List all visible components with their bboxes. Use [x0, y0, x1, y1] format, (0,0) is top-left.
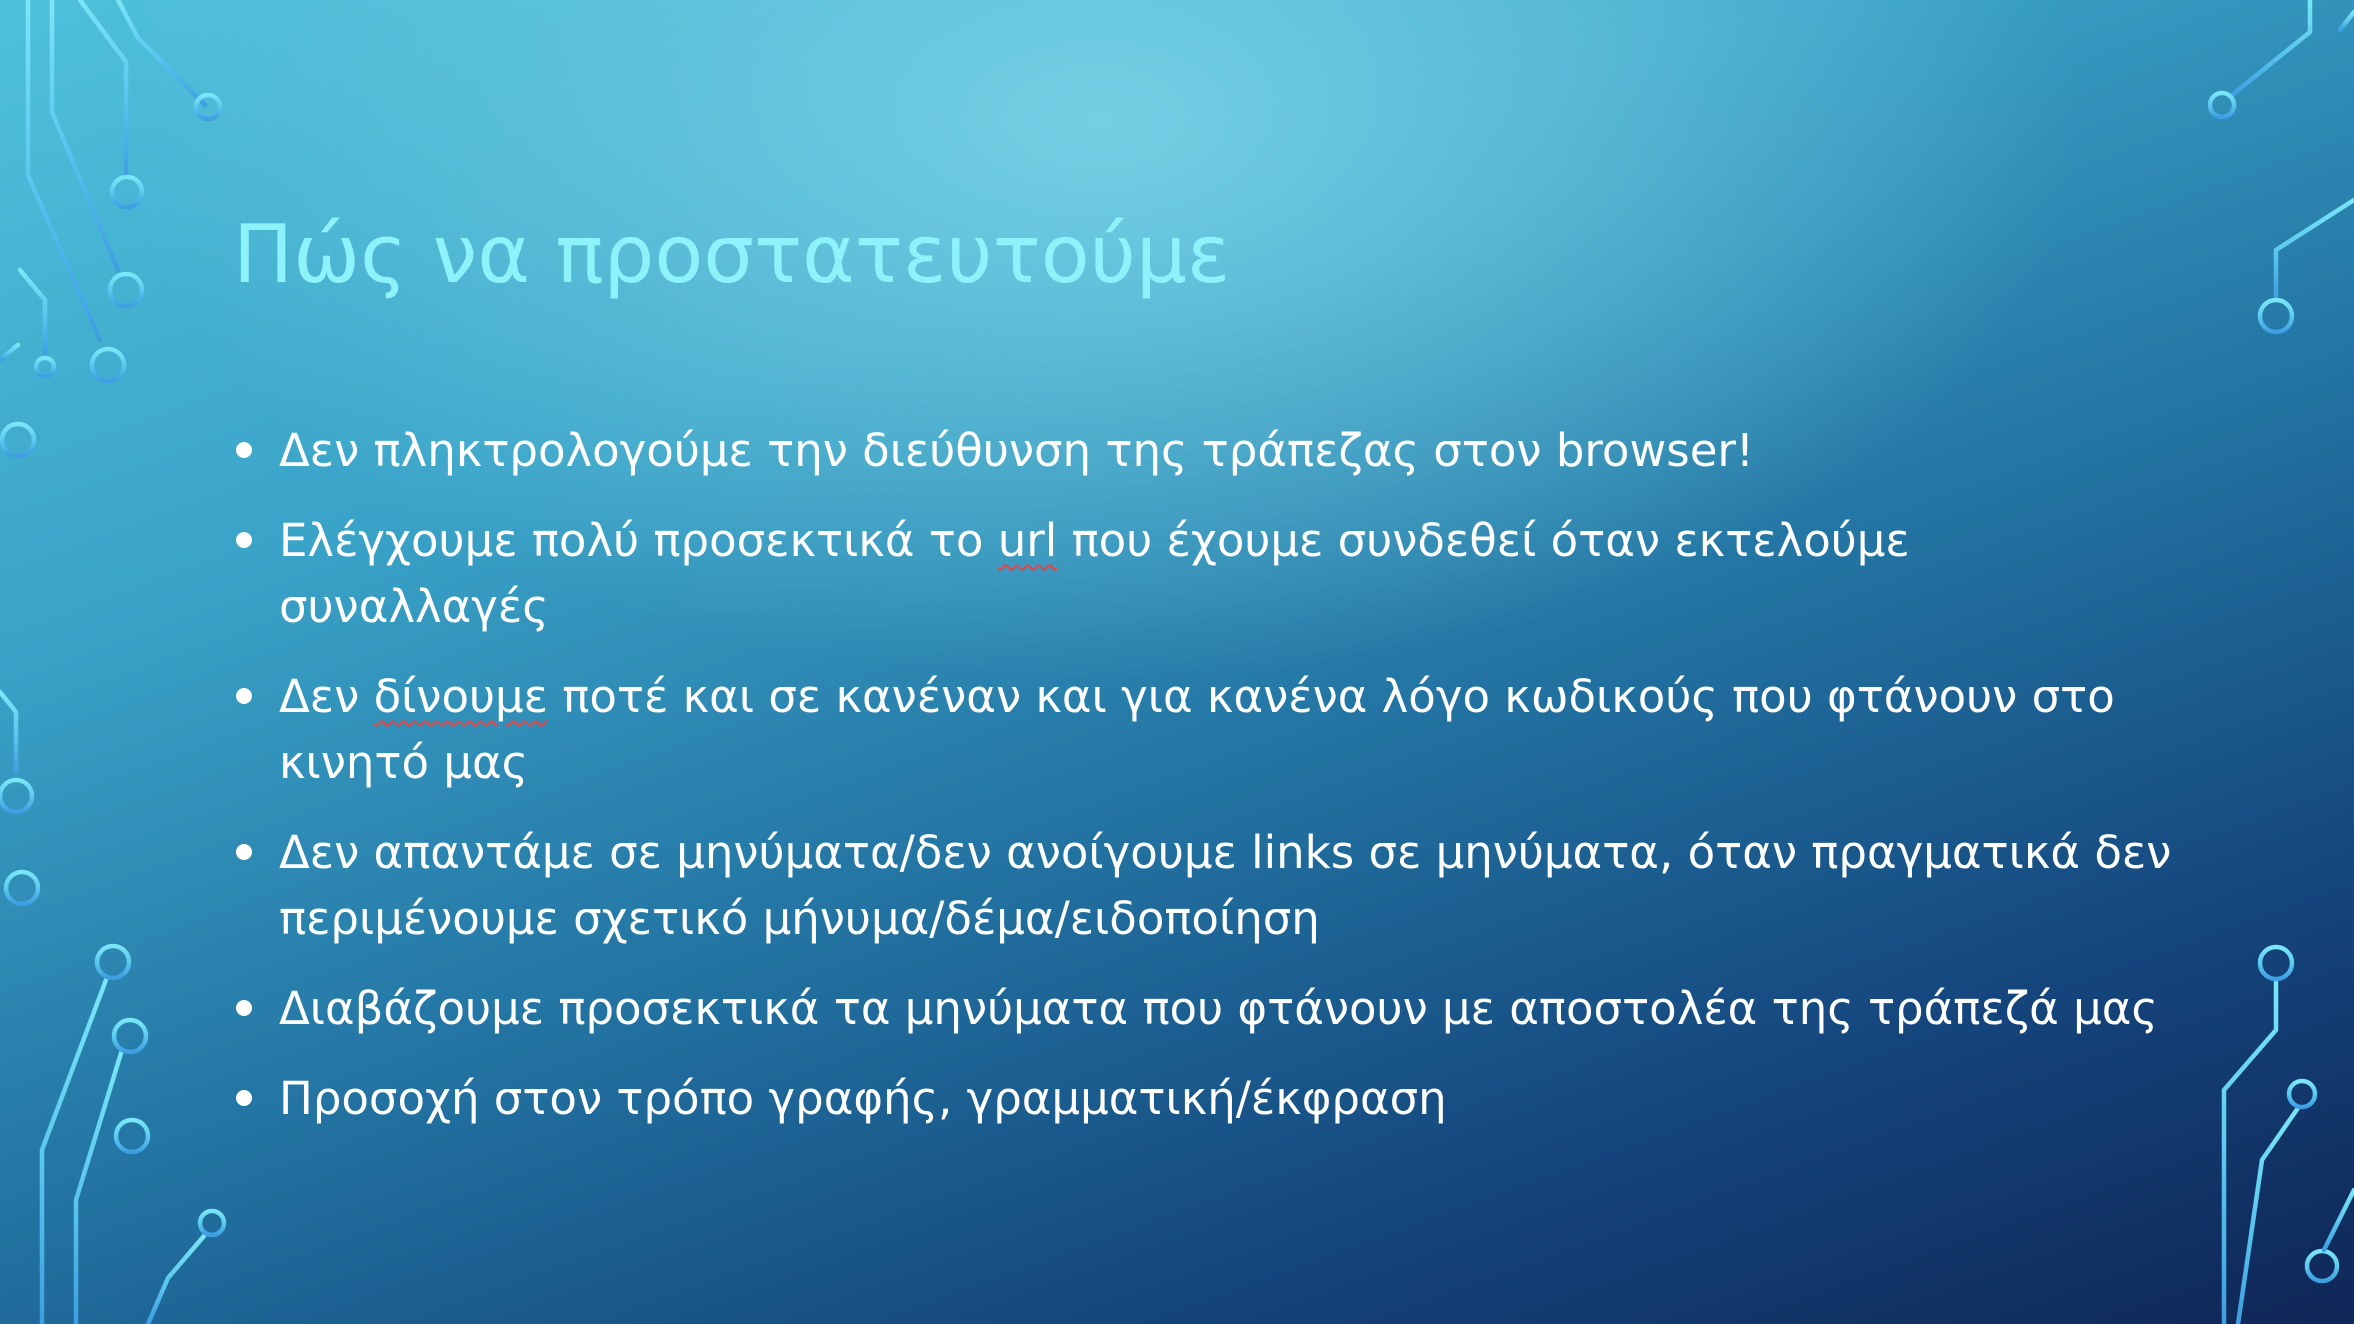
bullet-dot-icon [236, 1000, 252, 1016]
circuit-top-left [0, 0, 220, 456]
bullet-dot-icon [236, 442, 252, 458]
bullet-dot-icon [236, 844, 252, 860]
bullet-text: Δεν απαντάμε σε μηνύματα/δεν ανοίγουμε links σε μηνύματα, όταν πραγματικά δεν περιμένουμε σχετικό μήνυμα/δέμα/ειδοποίηση [279, 826, 2172, 945]
circuit-bottom-right [2224, 947, 2354, 1324]
bullet-text [279, 508, 2193, 640]
bullet-item [233, 1066, 2193, 1132]
bullet-item [233, 976, 2193, 1042]
bullet-item [233, 418, 2193, 484]
bullet-list [233, 418, 2193, 1156]
slide-title: Πώς να προστατευτούμε [233, 208, 1231, 301]
bullet-dot-icon [236, 532, 252, 548]
bullet-dot-icon [236, 688, 252, 704]
bullet-item [233, 508, 2193, 640]
bullet-text: Δεν πληκτρολογούμε την διεύθυνση της τράπεζας στον browser! [279, 424, 1754, 477]
bullet-item [233, 664, 2193, 796]
bullet-dot-icon [236, 1090, 252, 1106]
bullet-text-part: ποτέ και σε κανέναν και για κανένα λόγο κωδικούς που φτάνουν στο κινητό μας [279, 670, 2115, 789]
circuit-bottom-left [0, 692, 224, 1324]
spellcheck-word: δίνουμε [373, 670, 548, 723]
bullet-text [279, 664, 2193, 796]
bullet-text: Διαβάζουμε προσεκτικά τα μηνύματα που φτάνουν με αποστολέα της τράπεζά μας [279, 982, 2158, 1035]
bullet-item [233, 820, 2193, 952]
bullet-text-part: που έχουμε συνδεθεί όταν εκτελούμε συναλλαγές [279, 514, 1910, 633]
spellcheck-word: url [997, 514, 1058, 567]
bullet-text-part: Δεν [279, 670, 374, 723]
bullet-text: Προσοχή στον τρόπο γραφής, γραμματική/έκφραση [279, 1072, 1447, 1125]
circuit-top-right [2210, 0, 2354, 332]
bullet-text-part: Ελέγχουμε πολύ προσεκτικά το [279, 514, 998, 567]
